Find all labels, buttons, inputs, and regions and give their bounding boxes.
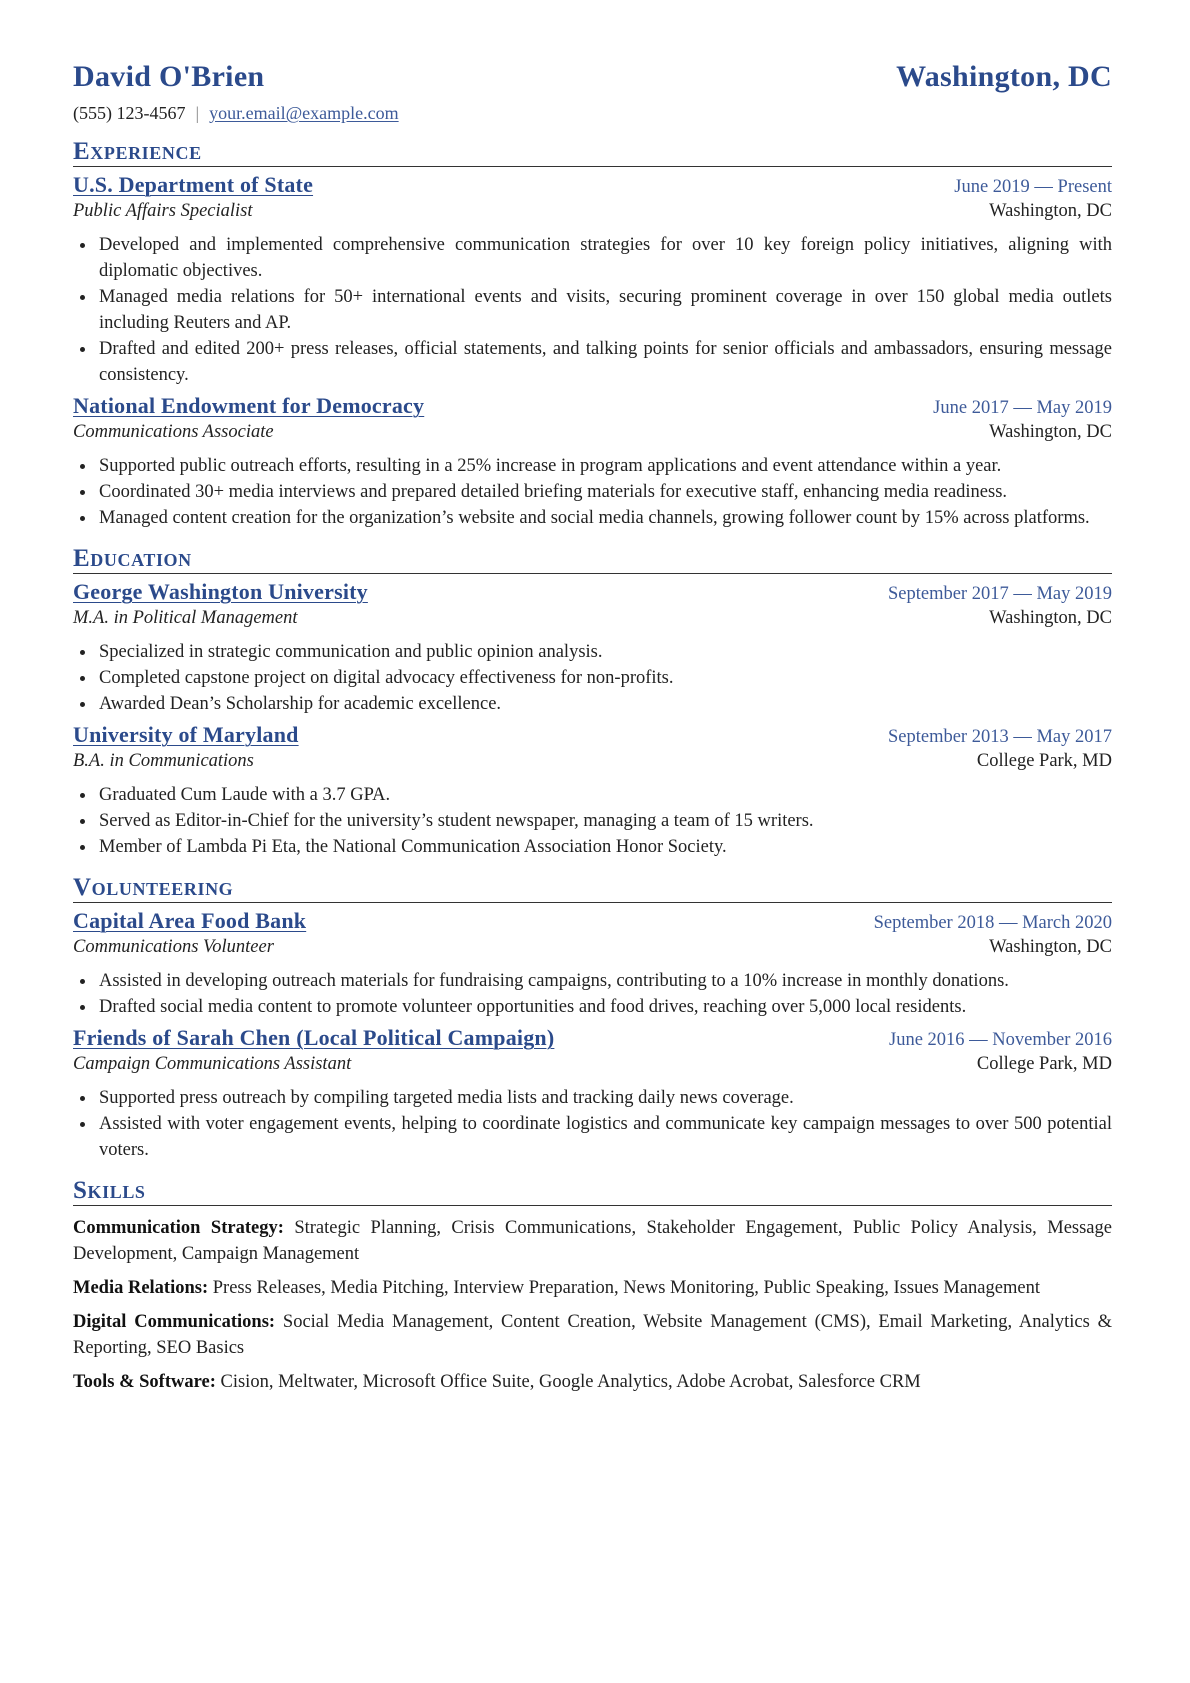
entry-dates: June 2019 — Present — [954, 177, 1112, 197]
bullet-item — [73, 968, 1112, 994]
skill-category: Communication Strategy: — [73, 1218, 284, 1238]
skill-row — [73, 1215, 1112, 1267]
bullet-list — [73, 232, 1112, 388]
skills-list — [73, 1215, 1112, 1395]
bullet-icon — [80, 650, 85, 655]
section-experience — [73, 139, 1112, 531]
bullet-list — [73, 968, 1112, 1020]
entry-dates: September 2013 — May 2017 — [887, 727, 1112, 747]
bullet-item — [73, 691, 1112, 717]
bullet-text: Member of Lambda Pi Eta, the National Communication Association Honor Society. — [99, 837, 727, 857]
entry-role: Campaign Communications Assistant — [73, 1054, 352, 1074]
bullet-icon — [80, 979, 85, 984]
candidate-name: David O'Brien — [73, 60, 265, 93]
entry-dates: June 2016 — November 2016 — [889, 1030, 1112, 1050]
bullet-text: Developed and implemented comprehensive communication strategies for over 10 key foreign policy initiatives, aligning with diplomatic objectives. — [99, 235, 1112, 281]
organization-link[interactable]: National Endowment for Democracy — [73, 393, 425, 418]
bullet-text: Completed capstone project on digital advocacy effectiveness for non-profits. — [99, 668, 674, 688]
bullet-text: Managed media relations for 50+ international events and visits, securing prominent coverage in over 150 global media outlets including Reuters and AP. — [99, 287, 1112, 333]
bullet-text: Assisted with voter engagement events, helping to coordinate logistics and communicate key campaign messages to over 500 potential voters. — [99, 1114, 1112, 1160]
bullet-icon — [80, 490, 85, 495]
bullet-icon — [80, 243, 85, 248]
bullet-item — [73, 1111, 1112, 1163]
section-title-education: Education — [73, 546, 1112, 574]
bullet-text: Drafted social media content to promote volunteer opportunities and food drives, reaching over 5,000 local residents. — [99, 997, 967, 1017]
bullet-icon — [80, 1096, 85, 1101]
email-link[interactable]: your.email@example.com — [209, 103, 399, 123]
entry-dates: September 2018 — March 2020 — [873, 913, 1112, 933]
organization-link[interactable]: Friends of Sarah Chen (Local Political Campaign) — [73, 1025, 555, 1050]
volunteering-entry — [73, 1025, 1112, 1163]
bullet-icon — [80, 819, 85, 824]
bullet-item — [73, 665, 1112, 691]
bullet-text: Specialized in strategic communication and public opinion analysis. — [99, 642, 603, 662]
bullet-item — [73, 336, 1112, 388]
institution-link[interactable]: University of Maryland — [73, 722, 299, 747]
contact-line — [73, 103, 1112, 124]
experience-entry — [73, 393, 1112, 531]
institution-link[interactable]: George Washington University — [73, 579, 368, 604]
bullet-text: Served as Editor-in-Chief for the university’s student newspaper, managing a team of 15 writers. — [99, 811, 814, 831]
skill-values: Press Releases, Media Pitching, Interview Preparation, News Monitoring, Public Speaking, Issues Management — [212, 1278, 1040, 1298]
bullet-item — [73, 834, 1112, 860]
bullet-icon — [80, 347, 85, 352]
bullet-icon — [80, 676, 85, 681]
entry-role: Communications Associate — [73, 422, 274, 442]
bullet-icon — [80, 1122, 85, 1127]
entry-dates: September 2017 — May 2019 — [887, 584, 1112, 604]
bullet-text: Coordinated 30+ media interviews and prepared detailed briefing materials for executive staff, enhancing media readiness. — [99, 482, 1008, 502]
bullet-text: Drafted and edited 200+ press releases, official statements, and talking points for senior officials and ambassadors, ensuring message consistency. — [99, 339, 1112, 385]
bullet-item — [73, 994, 1112, 1020]
skill-values: Social Media Management, Content Creation, Website Management (CMS), Email Marketing, Analytics & Reporting, SEO Basics — [73, 1312, 1113, 1358]
section-title-experience: Experience — [73, 139, 1112, 167]
entry-dates: June 2017 — May 2019 — [933, 398, 1112, 418]
experience-entry — [73, 172, 1112, 388]
phone-number: (555) 123-4567 — [73, 103, 186, 123]
bullet-item — [73, 284, 1112, 336]
bullet-item — [73, 639, 1112, 665]
bullet-item — [73, 808, 1112, 834]
section-skills — [73, 1178, 1112, 1395]
skill-values: Strategic Planning, Crisis Communications, Stakeholder Engagement, Public Policy Analysis, Message Development, Campaign Management — [73, 1218, 1112, 1264]
bullet-text: Assisted in developing outreach materials for fundraising campaigns, contributing to a 10% increase in monthly donations. — [99, 971, 1009, 991]
entry-location: College Park, MD — [976, 751, 1112, 771]
organization-link[interactable]: U.S. Department of State — [73, 172, 314, 197]
bullet-item — [73, 1085, 1112, 1111]
section-education — [73, 546, 1112, 860]
entry-role: Public Affairs Specialist — [73, 201, 253, 221]
bullet-icon — [80, 1005, 85, 1010]
resume-header — [73, 60, 1112, 94]
bullet-icon — [80, 793, 85, 798]
skill-category: Tools & Software: — [73, 1372, 216, 1392]
bullet-text: Awarded Dean’s Scholarship for academic excellence. — [99, 694, 502, 714]
bullet-item — [73, 479, 1112, 505]
bullet-icon — [80, 295, 85, 300]
bullet-icon — [80, 845, 85, 850]
bullet-text: Managed content creation for the organization’s website and social media channels, growing follower count by 15% across platforms. — [99, 508, 1090, 528]
education-entry — [73, 722, 1112, 860]
candidate-location: Washington, DC — [896, 60, 1112, 93]
education-entry — [73, 579, 1112, 717]
bullet-list — [73, 453, 1112, 531]
skill-values: Cision, Meltwater, Microsoft Office Suite, Google Analytics, Adobe Acrobat, Salesforce CRM — [220, 1372, 921, 1392]
entry-location: Washington, DC — [989, 608, 1112, 628]
bullet-text: Graduated Cum Laude with a 3.7 GPA. — [99, 785, 391, 805]
skill-category: Digital Communications: — [73, 1312, 276, 1332]
entry-location: College Park, MD — [976, 1054, 1112, 1074]
bullet-list — [73, 782, 1112, 860]
degree: M.A. in Political Management — [73, 608, 298, 628]
bullet-list — [73, 1085, 1112, 1163]
degree: B.A. in Communications — [73, 751, 254, 771]
bullet-item — [73, 453, 1112, 479]
bullet-icon — [80, 464, 85, 469]
contact-separator: | — [195, 103, 200, 123]
entry-location: Washington, DC — [989, 422, 1112, 442]
section-volunteering — [73, 875, 1112, 1163]
bullet-item — [73, 782, 1112, 808]
entry-location: Washington, DC — [989, 937, 1112, 957]
bullet-text: Supported press outreach by compiling targeted media lists and tracking daily news coverage. — [99, 1088, 794, 1108]
bullet-list — [73, 639, 1112, 717]
volunteering-entry — [73, 908, 1112, 1020]
bullet-text: Supported public outreach efforts, resulting in a 25% increase in program applications and event attendance within a year. — [99, 456, 1002, 476]
organization-link[interactable]: Capital Area Food Bank — [73, 908, 307, 933]
bullet-icon — [80, 516, 85, 521]
skill-row — [73, 1369, 1112, 1395]
entry-role: Communications Volunteer — [73, 937, 274, 957]
skill-row — [73, 1309, 1112, 1361]
bullet-icon — [80, 702, 85, 707]
skill-row — [73, 1275, 1112, 1301]
section-title-skills: Skills — [73, 1178, 1112, 1206]
bullet-item — [73, 505, 1112, 531]
skill-category: Media Relations: — [73, 1278, 209, 1298]
section-title-volunteering: Volunteering — [73, 875, 1112, 903]
entry-location: Washington, DC — [989, 201, 1112, 221]
bullet-item — [73, 232, 1112, 284]
